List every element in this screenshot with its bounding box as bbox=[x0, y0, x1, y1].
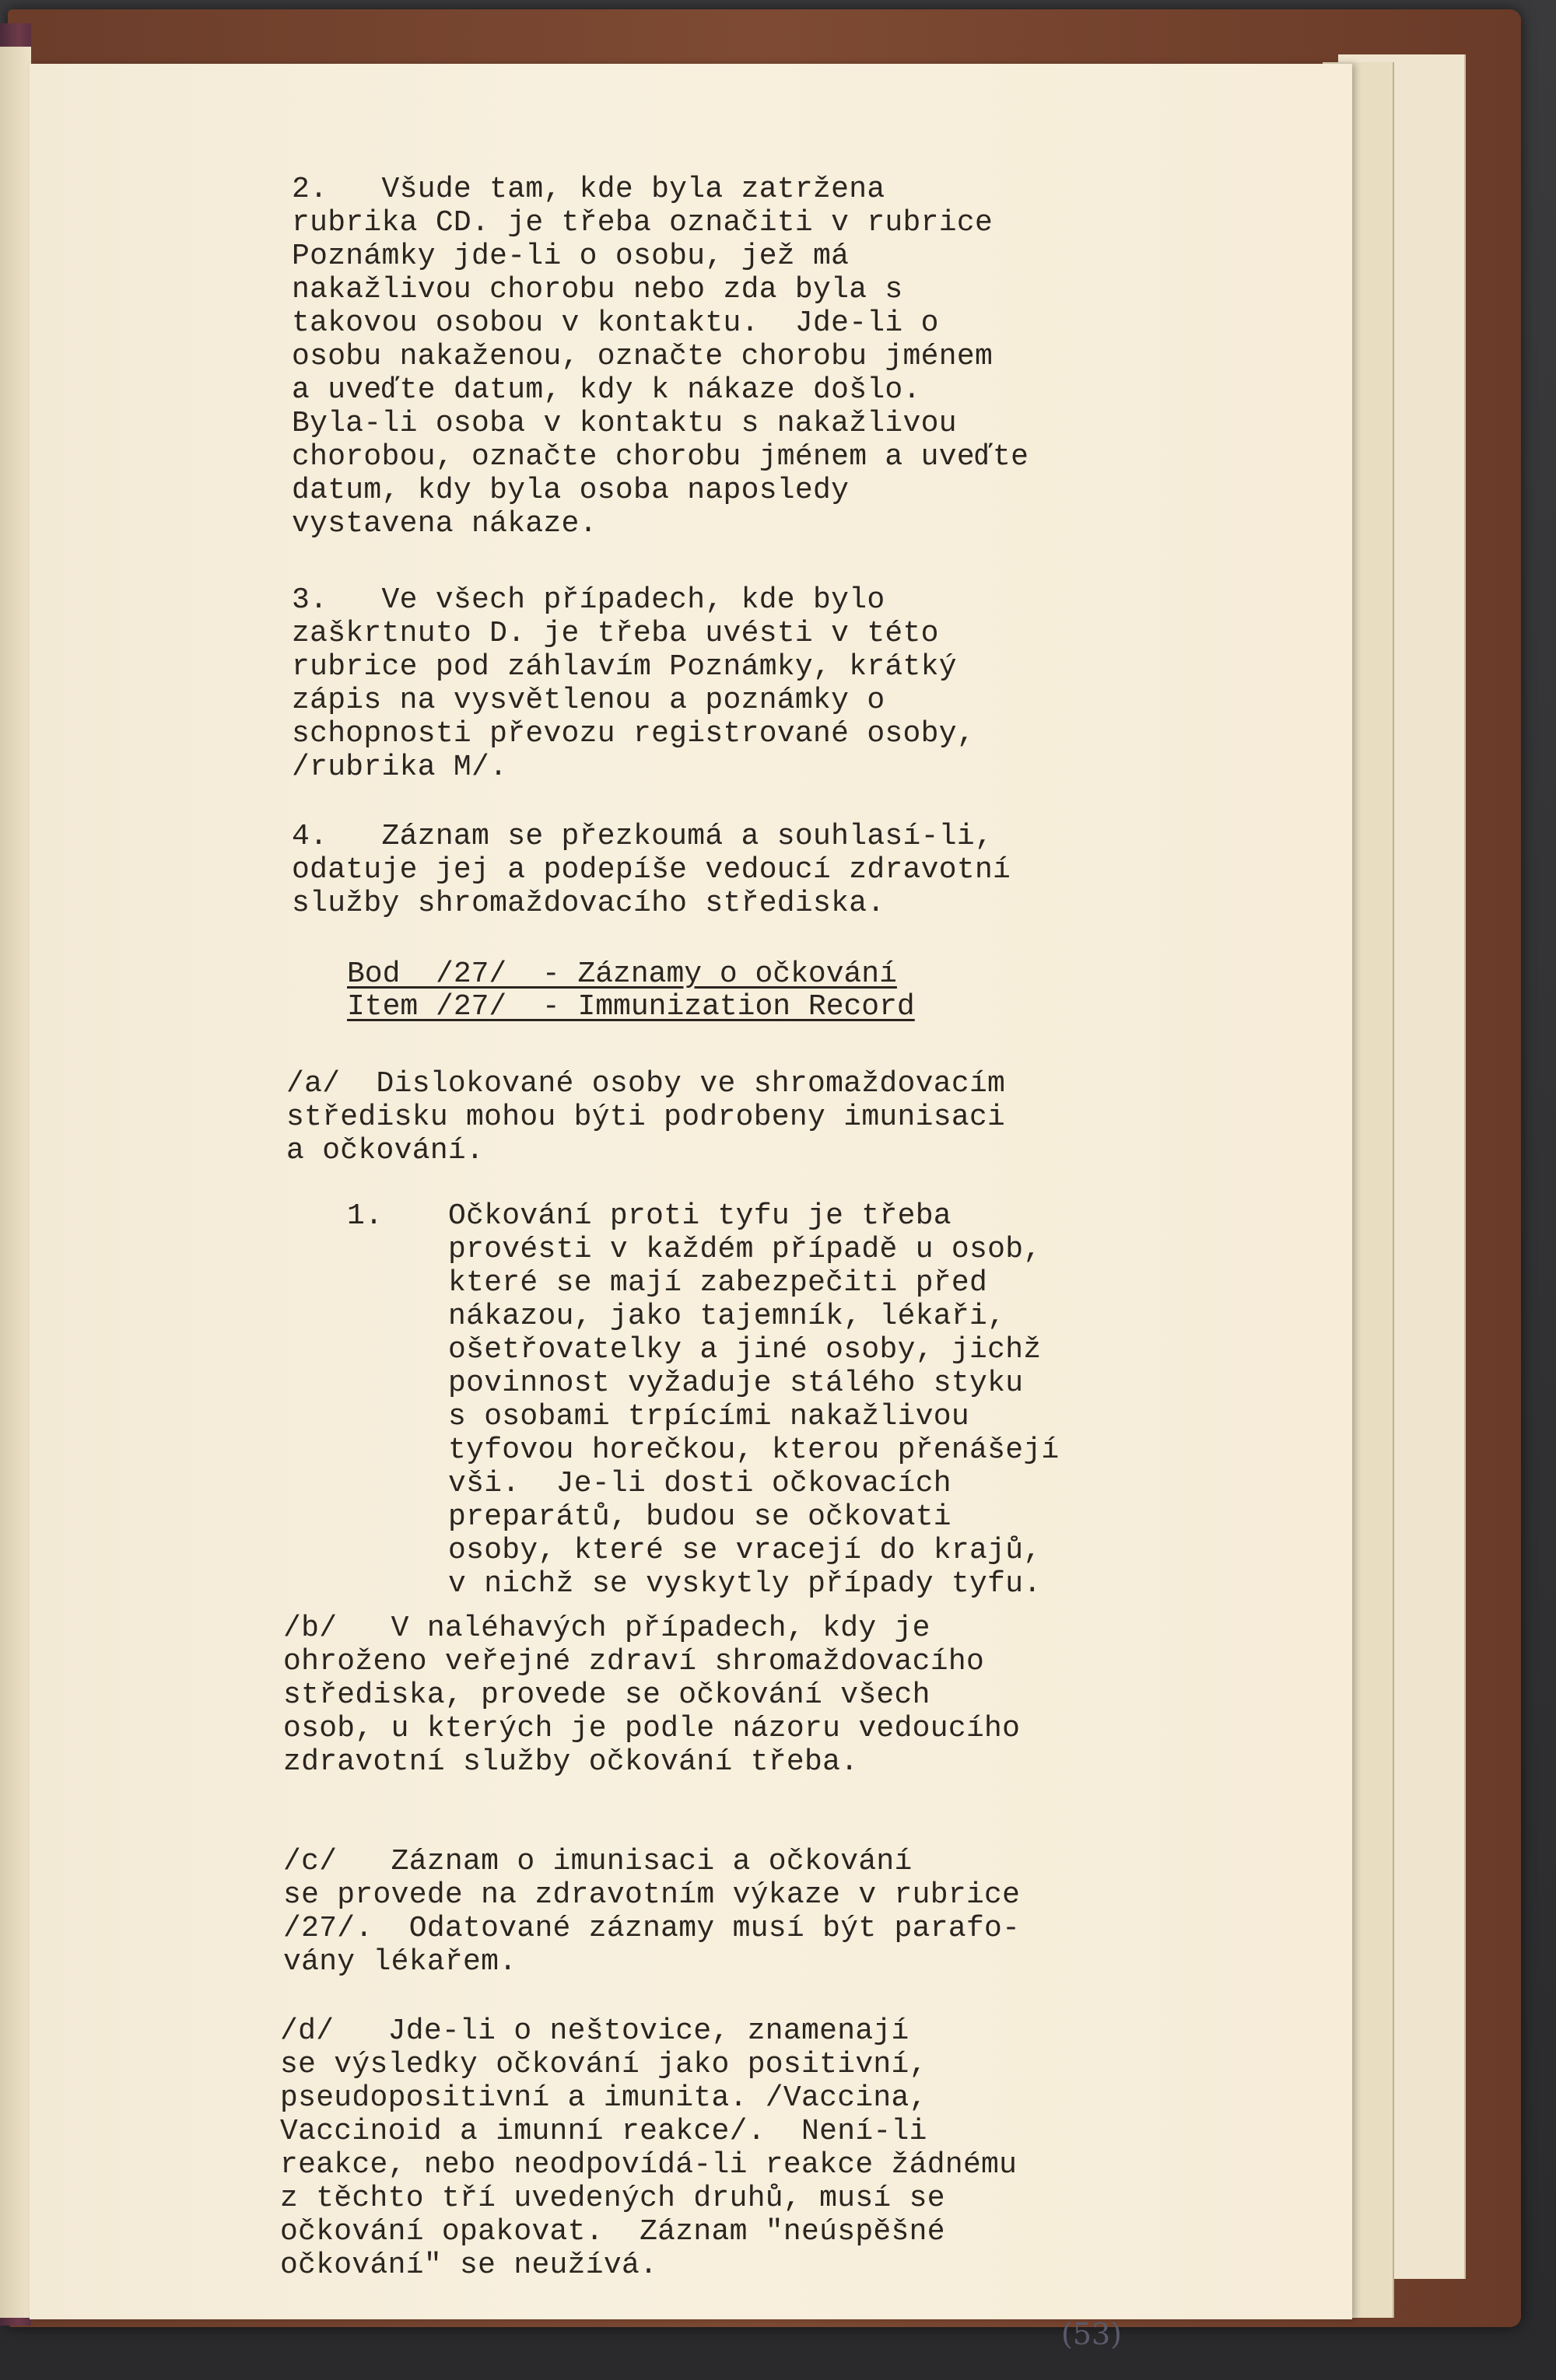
item-a: /a/ Dislokované osoby ve shromaždovacím středisku mohou býti podrobeny imunisaci a očkování. bbox=[286, 1067, 1006, 1167]
heading-czech: Bod /27/ - Záznamy o očkování bbox=[347, 957, 897, 991]
paragraph-4: 4. Záznam se přezkoumá a souhlasí-li, odatuje jej a podepíše vedoucí zdravotní služby shromaždovacího střediska. bbox=[292, 820, 1011, 920]
page-number: (53) bbox=[1061, 2317, 1123, 2351]
left-page-edge bbox=[0, 47, 31, 2318]
paragraph-2: 2. Všude tam, kde byla zatržena rubrika CD. je třeba označiti v rubrice Poznámky jde-li o osobu, jež má nakažlivou chorobu nebo zda byla s takovou osobou v kontaktu. Jde-li o osobu nakaženou, označte chorobu jménem a uveďte datum, kdy k nákaze došlo. Byla-li osoba v kontaktu s nakažlivou chorobou, označte chorobu jménem a uveďte datum, kdy byla osoba naposledy vystavena nákaze. bbox=[292, 173, 1029, 541]
item-d: /d/ Jde-li o neštovice, znamenají se výsledky očkování jako positivní, pseudopositivní a imunita. /Vaccina, Vaccinoid a imunní reakce/. Není-li reakce, nebo neodpovídá-li reakce žádnému z těchto tří uvedených druhů, musí se očkování opakovat. Záznam "neúspěšné očkování" se neužívá. bbox=[280, 2014, 1018, 2282]
item-b: /b/ V naléhavých případech, kdy je ohroženo veřejné zdraví shromaždovacího střediska, provede se očkování všech osob, u kterých je podle názoru vedoucího zdravotní služby očkování třeba. bbox=[283, 1612, 1021, 1779]
paragraph-3: 3. Ve všech případech, kde bylo zaškrtnuto D. je třeba uvésti v této rubrice pod záhlavím Poznámky, krátký zápis na vysvětlenou a poznámky o schopnosti převozu registrované osoby, /rubrika M/. bbox=[292, 583, 975, 784]
item-a-1: Očkování proti tyfu je třeba provésti v každém případě u osob, které se mají zabezpečiti před nákazou, jako tajemník, lékaři, ošetřovatelky a jiné osoby, jichž povinnost vyžaduje stálého styku s osobami trpícími nakažlivou tyfovou horečkou, kterou přenášejí vši. Je-li dosti očkovacích preparátů, budou se očkovati osoby, které se vracejí do krajů, v nichž se vyskytly případy tyfu. bbox=[448, 1199, 1060, 1601]
item-a-1-number: 1. bbox=[347, 1199, 384, 1233]
heading-english: Item /27/ - Immunization Record bbox=[347, 990, 915, 1024]
item-c: /c/ Záznam o imunisaci a očkování se provede na zdravotním výkaze v rubrice /27/. Odatované záznamy musí být parafo- vány lékařem. bbox=[283, 1845, 1021, 1979]
document-page bbox=[30, 64, 1352, 2351]
